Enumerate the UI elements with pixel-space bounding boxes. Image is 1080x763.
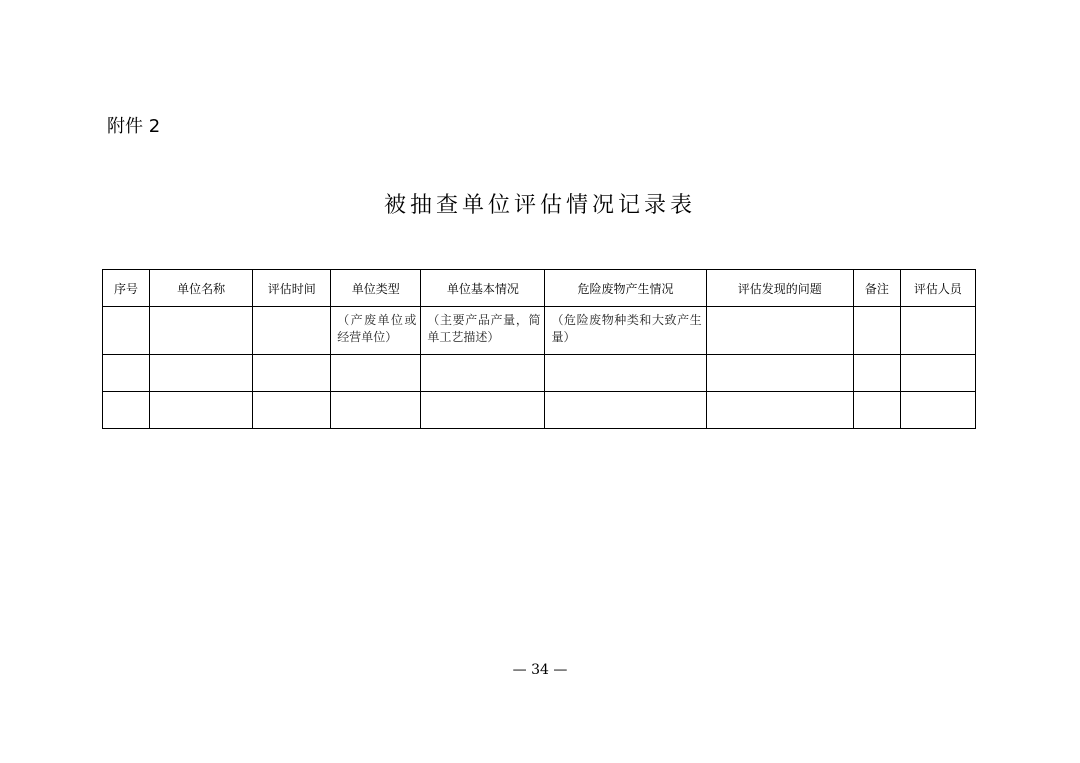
table-cell xyxy=(150,392,253,429)
table-cell xyxy=(103,355,150,392)
table-cell xyxy=(853,307,900,355)
page-title: 被抽查单位评估情况记录表 xyxy=(383,193,696,218)
table-cell xyxy=(150,307,253,355)
table-header-row xyxy=(103,270,976,307)
table-cell xyxy=(900,355,975,392)
table-cell xyxy=(331,392,421,429)
table-cell xyxy=(545,355,706,392)
table-cell xyxy=(103,307,150,355)
table-row xyxy=(103,307,976,355)
table-cell xyxy=(253,355,331,392)
table-cell xyxy=(331,307,421,355)
table-cell xyxy=(900,307,975,355)
page-number: — 34 — xyxy=(512,662,568,678)
header-issues-found: 评估发现的问题 xyxy=(706,270,853,307)
waste-note: （危险废物种类和大致产生量） xyxy=(551,313,702,344)
table-cell xyxy=(421,307,545,355)
header-hazardous-waste: 危险废物产生情况 xyxy=(545,270,706,307)
header-remarks: 备注 xyxy=(853,270,900,307)
table-cell xyxy=(253,307,331,355)
table-cell xyxy=(545,392,706,429)
table-cell xyxy=(331,355,421,392)
table-cell xyxy=(421,355,545,392)
table-cell xyxy=(900,392,975,429)
header-serial-number: 序号 xyxy=(103,270,150,307)
table-cell xyxy=(150,355,253,392)
attachment-label: 附件 2 xyxy=(107,116,161,137)
unit-type-note: （产废单位或经营单位） xyxy=(337,313,417,344)
table-cell xyxy=(853,392,900,429)
table-cell xyxy=(706,307,853,355)
table-cell xyxy=(853,355,900,392)
table-cell xyxy=(706,392,853,429)
table-cell xyxy=(545,307,706,355)
evaluation-record-table xyxy=(102,269,976,429)
table-cell xyxy=(253,392,331,429)
header-evaluation-time: 评估时间 xyxy=(253,270,331,307)
table-cell xyxy=(706,355,853,392)
header-unit-basic-info: 单位基本情况 xyxy=(421,270,545,307)
header-unit-type: 单位类型 xyxy=(331,270,421,307)
basic-info-note: （主要产品产量，简单工艺描述） xyxy=(427,313,541,344)
header-evaluators: 评估人员 xyxy=(900,270,975,307)
header-unit-name: 单位名称 xyxy=(150,270,253,307)
table-row xyxy=(103,355,976,392)
table-cell xyxy=(103,392,150,429)
table-cell xyxy=(421,392,545,429)
table-row xyxy=(103,392,976,429)
